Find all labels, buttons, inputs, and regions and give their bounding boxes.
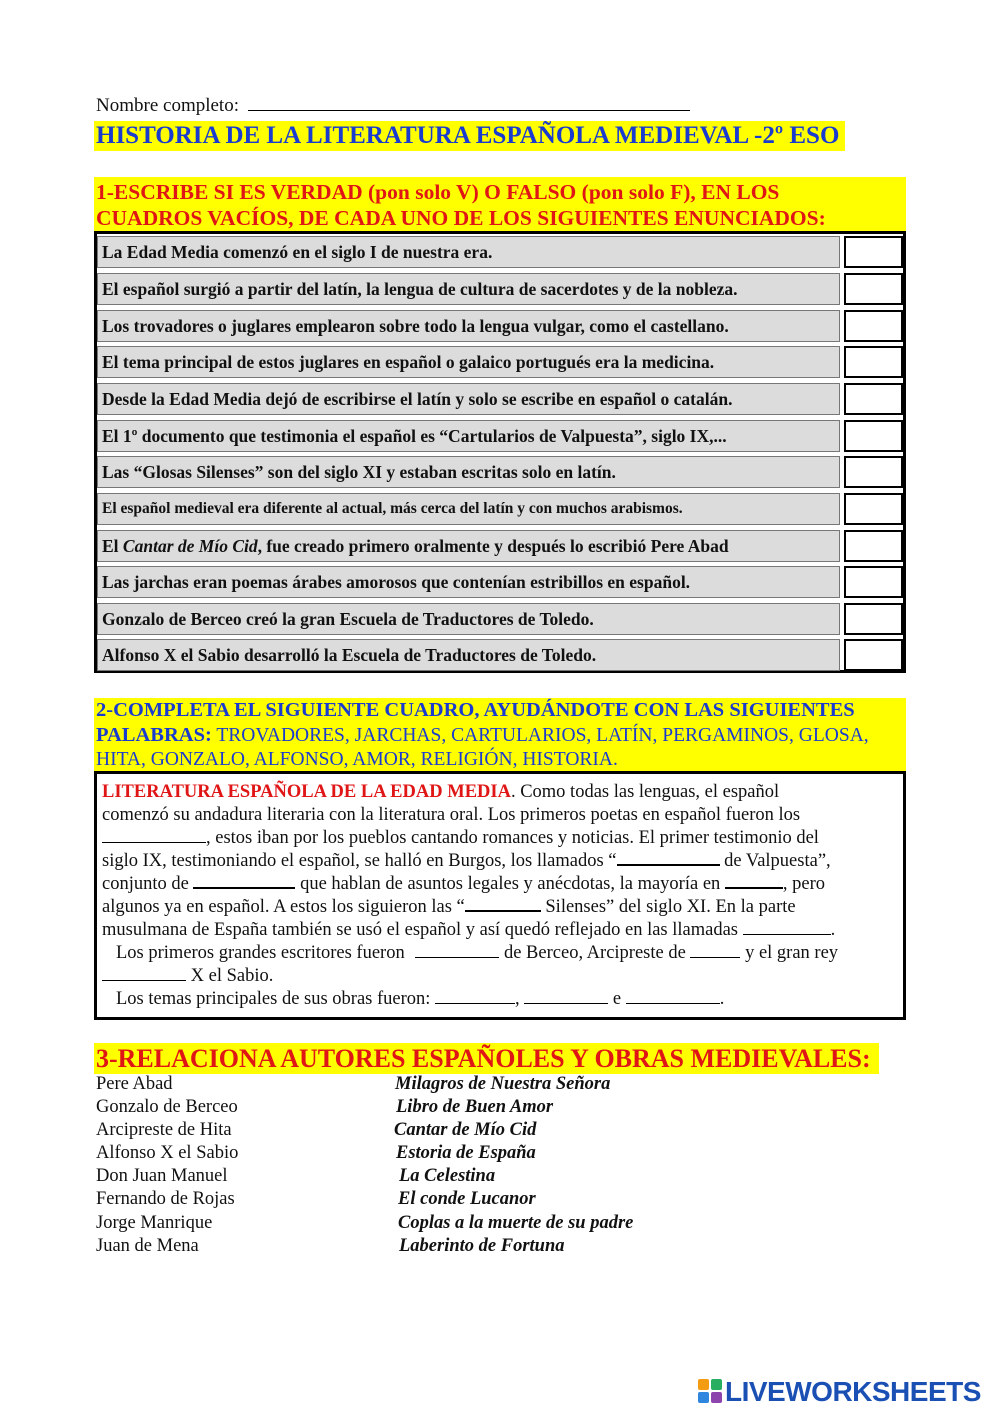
statement-text: Los trovadores o juglares emplearon sobre todo la lengua vulgar, como el castellano. (97, 310, 840, 342)
answer-box[interactable] (844, 603, 903, 635)
section2-heading-palabras: PALABRAS: (96, 724, 212, 746)
section1-heading-line1: 1-ESCRIBE SI ES VERDAD (pon solo V) O FALSO (pon solo F), EN LOS (96, 180, 780, 204)
passage-text: algunos ya en español. A estos los siguieron las “ (102, 897, 465, 917)
answer-box[interactable] (844, 530, 903, 562)
passage-label: LITERATURA ESPAÑOLA DE LA EDAD MEDIA (102, 782, 511, 802)
blank-cartularios[interactable] (617, 850, 720, 866)
answer-box[interactable] (844, 420, 903, 452)
list-item (96, 1166, 496, 1189)
blank-alfonso[interactable] (102, 966, 186, 981)
passage-text: y el gran rey (740, 943, 839, 963)
word-bank-part2: HITA, GONZALO, ALFONSO, AMOR, RELIGIÓN, HISTORIA. (96, 749, 618, 770)
section2-heading (94, 698, 906, 772)
passage-text: . (719, 989, 725, 1009)
table-row (97, 418, 903, 455)
work-title: Milagros de Nuestra Señora (395, 1074, 611, 1094)
list-item (96, 1236, 565, 1259)
passage-text: Silenses” del siglo XI. En la parte (540, 897, 796, 917)
blank-latin[interactable] (725, 873, 783, 889)
work-title: Cantar de Mío Cid (394, 1120, 537, 1140)
work-title: Coplas a la muerte de su padre (398, 1213, 634, 1233)
true-false-table (94, 231, 906, 673)
work-title: El conde Lucanor (398, 1189, 536, 1209)
statement-text: Las jarchas eran poemas árabes amorosos que contenían estribillos en español. (97, 566, 840, 598)
statement-work-title: Cantar de Mío Cid (122, 536, 258, 556)
list-item (96, 1143, 536, 1166)
statement-text: Alfonso X el Sabio desarrolló la Escuela de Traductores de Toledo. (97, 639, 840, 671)
work-title: Laberinto de Fortuna (399, 1236, 565, 1256)
page-title: HISTORIA DE LA LITERATURA ESPAÑOLA MEDIEVAL -2º ESO (94, 121, 845, 151)
list-item (96, 1074, 611, 1097)
work-title: Estoria de España (396, 1143, 536, 1163)
author-name: Jorge Manrique (96, 1213, 213, 1233)
list-item (96, 1213, 634, 1236)
statement-text: La Edad Media comenzó en el siglo I de nuestra era. (97, 236, 840, 268)
statement-text: El 1º documento que testimonia el español es “Cartularios de Valpuesta”, siglo IX,... (97, 420, 840, 452)
table-row (97, 234, 903, 271)
table-row (97, 454, 903, 491)
answer-box[interactable] (844, 566, 903, 598)
passage-text: conjunto de (102, 874, 194, 894)
statement-text (97, 530, 840, 562)
passage-text: musulmana de España también se usó el español y así quedó reflejado en las llamadas (102, 920, 743, 940)
author-name: Gonzalo de Berceo (96, 1097, 238, 1117)
passage-text: siglo IX, testimoniando el español, se halló en Burgos, los llamados “ (102, 851, 617, 871)
statement-text: El español surgió a partir del latín, la lengua de cultura de sacerdotes y de la nobleza. (97, 273, 840, 305)
table-row (97, 564, 903, 601)
table-row (97, 601, 903, 638)
blank-hita[interactable] (690, 943, 740, 958)
statement-text: El español medieval era diferente al actual, más cerca del latín y con muchos arabismos. (97, 493, 840, 525)
table-row (97, 271, 903, 308)
blank-tema-1[interactable] (435, 989, 515, 1004)
blank-jarchas[interactable] (743, 920, 831, 935)
answer-box[interactable] (844, 236, 903, 268)
table-row (97, 308, 903, 345)
passage-text: e (608, 989, 626, 1009)
statement-text: Desde la Edad Media dejó de escribirse el latín y solo se escribe en español o catalán. (97, 383, 840, 415)
author-name: Alfonso X el Sabio (96, 1143, 239, 1163)
statement-text-pre: El (102, 536, 123, 556)
section3-heading: 3-RELACIONA AUTORES ESPAÑOLES Y OBRAS MEDIEVALES: (94, 1043, 879, 1074)
liveworksheets-logo-icon (698, 1379, 722, 1403)
passage-text: comenzó su andadura literaria con la literatura oral. Los primeros poetas en español fueron los (102, 805, 801, 825)
table-row (97, 528, 903, 565)
name-row (96, 94, 690, 117)
list-item (96, 1189, 536, 1212)
passage-text: , (515, 989, 525, 1009)
answer-box[interactable] (844, 346, 903, 378)
blank-trovadores[interactable] (102, 828, 206, 843)
passage-text: Los temas principales de sus obras fueron: (116, 989, 436, 1009)
passage-text: que hablan de asuntos legales y anécdotas, la mayoría en (295, 874, 725, 894)
passage-text: . (830, 920, 836, 940)
answer-box[interactable] (844, 383, 903, 415)
author-name: Pere Abad (96, 1074, 173, 1094)
fill-in-passage (94, 771, 906, 1020)
word-bank-part1: TROVADORES, JARCHAS, CARTULARIOS, LATÍN, PERGAMINOS, GLOSA, (211, 725, 869, 746)
blank-pergaminos[interactable] (193, 873, 295, 889)
author-name: Juan de Mena (96, 1236, 199, 1256)
section1-heading-line2: CUADROS VACÍOS, DE CADA UNO DE LOS SIGUIENTES ENUNCIADOS: (96, 206, 826, 230)
passage-text: de Valpuesta”, (719, 851, 831, 871)
passage-text: de Berceo, Arcipreste de (499, 943, 691, 963)
list-item (96, 1097, 554, 1120)
brand-name: LIVEWORKSHEETS (725, 1376, 981, 1407)
passage-text: Los primeros grandes escritores fueron (116, 943, 410, 963)
blank-glosas[interactable] (465, 896, 541, 912)
author-name: Don Juan Manuel (96, 1166, 228, 1186)
table-row (97, 344, 903, 381)
statement-text: Gonzalo de Berceo creó la gran Escuela de Traductores de Toledo. (97, 603, 840, 635)
table-row (97, 491, 903, 528)
blank-tema-3[interactable] (626, 989, 720, 1004)
answer-box[interactable] (844, 456, 903, 488)
statement-text: Las “Glosas Silenses” son del siglo XI y estaban escritas solo en latín. (97, 456, 840, 488)
work-title: Libro de Buen Amor (396, 1097, 554, 1117)
answer-box[interactable] (844, 310, 903, 342)
statement-text: El tema principal de estos juglares en español o galaico portugués era la medicina. (97, 346, 840, 378)
blank-tema-2[interactable] (524, 989, 608, 1004)
author-name: Arcipreste de Hita (96, 1120, 232, 1140)
passage-text: , estos iban por los pueblos cantando romances y noticias. El primer testimonio del (206, 828, 819, 848)
blank-gonzalo[interactable] (415, 943, 499, 958)
author-name: Fernando de Rojas (96, 1189, 235, 1209)
passage-text: . Como todas las lenguas, el español (510, 782, 780, 802)
passage-text: X el Sabio. (186, 966, 274, 986)
passage-text: , pero (782, 874, 826, 894)
work-title: La Celestina (399, 1166, 496, 1186)
table-row (97, 637, 903, 674)
answer-box[interactable] (844, 639, 903, 671)
answer-box[interactable] (844, 493, 903, 525)
answer-box[interactable] (844, 273, 903, 305)
section1-heading (94, 177, 906, 232)
table-row (97, 381, 903, 418)
list-item (96, 1120, 537, 1143)
name-input-line[interactable] (248, 94, 690, 111)
section2-heading-line1: 2-COMPLETA EL SIGUIENTE CUADRO, AYUDÁNDOTE CON LAS SIGUIENTES (96, 699, 855, 721)
statement-text-post: , fue creado primero oralmente y después lo escribió Pere Abad (257, 536, 729, 556)
name-label: Nombre completo: (96, 95, 239, 116)
